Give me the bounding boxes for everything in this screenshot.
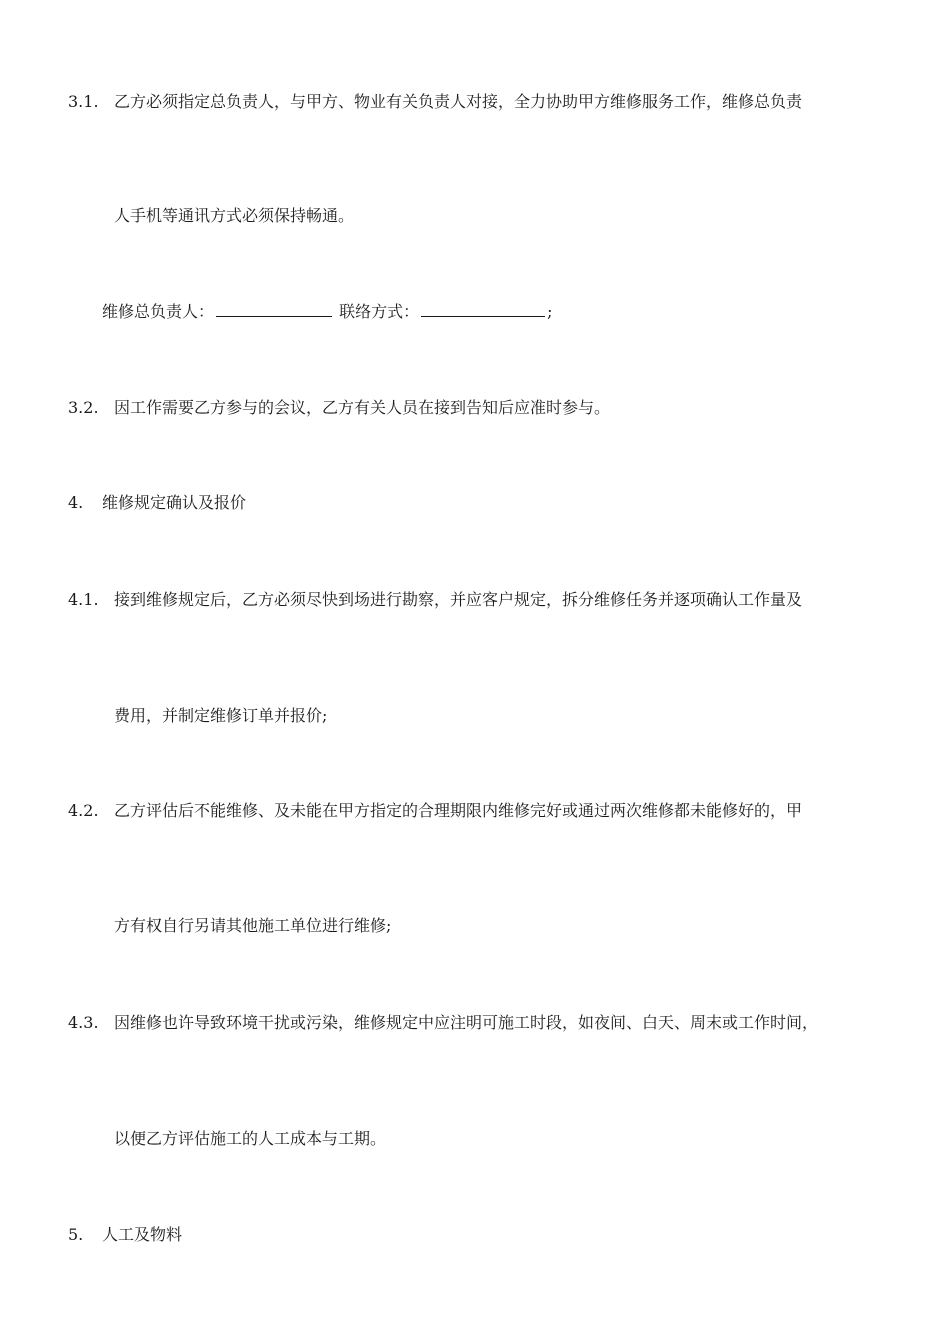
section-number: 4. bbox=[68, 493, 84, 512]
responsible-person-label: 维修总负责人： bbox=[102, 302, 215, 321]
clause-text: 因工作需要乙方参与的会议，乙方有关人员在接到告知后应准时参与。 bbox=[114, 398, 611, 417]
clause-text: 接到维修规定后，乙方必须尽快到场进行勘察，并应客户规定，拆分维修任务并逐项确认工作量及 bbox=[114, 590, 803, 609]
clause-text: 因维修也许导致环境干扰或污染，维修规定中应注明可施工时段，如夜间、白天、周末或工作时间， bbox=[114, 1013, 819, 1032]
clause-number: 3.1. bbox=[68, 92, 99, 111]
section-heading: 维修规定确认及报价 bbox=[102, 493, 247, 512]
clause-number: 3.2. bbox=[68, 398, 99, 417]
clause-number: 4.3. bbox=[68, 1013, 99, 1032]
clause-number: 4.2. bbox=[68, 801, 99, 820]
responsible-person-blank[interactable] bbox=[216, 302, 332, 317]
contact-blank[interactable] bbox=[421, 302, 545, 317]
clause-continuation: 方有权自行另请其他施工单位进行维修; bbox=[114, 916, 392, 935]
section-heading: 人工及物料 bbox=[102, 1225, 183, 1244]
contact-label: 联络方式： bbox=[339, 302, 420, 321]
clause-continuation: 人手机等通讯方式必须保持畅通。 bbox=[114, 206, 355, 225]
clause-number: 4.1. bbox=[68, 590, 99, 609]
clause-continuation: 以便乙方评估施工的人工成本与工期。 bbox=[114, 1129, 387, 1148]
clause-text: 乙方必须指定总负责人，与甲方、物业有关负责人对接，全力协助甲方维修服务工作，维修总负责 bbox=[114, 92, 803, 111]
responsible-person-line bbox=[102, 302, 553, 322]
clause-text: 乙方评估后不能维修、及未能在甲方指定的合理期限内维修完好或通过两次维修都未能修好的，甲 bbox=[114, 801, 803, 820]
section-number: 5. bbox=[68, 1225, 84, 1244]
line-end-punctuation: ; bbox=[547, 302, 553, 321]
clause-continuation: 费用，并制定维修订单并报价; bbox=[114, 706, 328, 725]
